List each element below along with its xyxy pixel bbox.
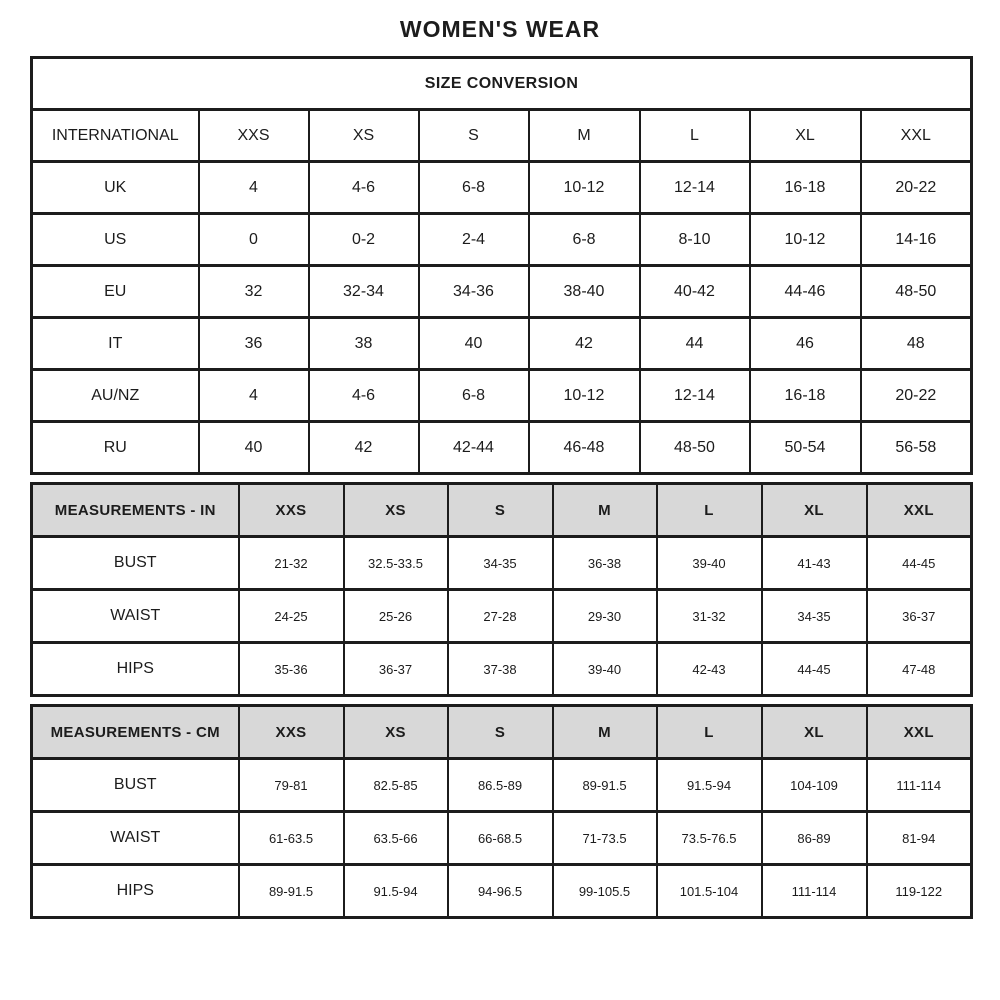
- value-cell: 36-38: [553, 537, 657, 590]
- value-cell: 4-6: [309, 162, 419, 214]
- value-cell: 79-81: [239, 759, 344, 812]
- value-cell: 0-2: [309, 214, 419, 266]
- table-row: [32, 162, 972, 214]
- row-header-cell: AU/NZ: [32, 370, 199, 422]
- value-cell: 37-38: [448, 643, 553, 696]
- value-cell: 12-14: [640, 162, 750, 214]
- table-row: [32, 266, 972, 318]
- column-header-cell: M: [553, 706, 657, 759]
- value-cell: 25-26: [344, 590, 448, 643]
- value-cell: 44-45: [762, 643, 867, 696]
- value-cell: 42-43: [657, 643, 762, 696]
- column-header-cell: L: [657, 706, 762, 759]
- table-row: [32, 318, 972, 370]
- value-cell: 21-32: [239, 537, 344, 590]
- column-header-row: [32, 706, 972, 759]
- column-header-cell: MEASUREMENTS - IN: [32, 484, 239, 537]
- table-row: [32, 537, 972, 590]
- column-header-row: [32, 110, 972, 162]
- value-cell: 48: [861, 318, 972, 370]
- column-header-cell: MEASUREMENTS - CM: [32, 706, 239, 759]
- value-cell: 6-8: [529, 214, 640, 266]
- value-cell: 42-44: [419, 422, 529, 474]
- value-cell: 48-50: [861, 266, 972, 318]
- column-header-row: [32, 484, 972, 537]
- row-header-cell: EU: [32, 266, 199, 318]
- row-header-cell: HIPS: [32, 865, 239, 918]
- table-row: [32, 214, 972, 266]
- size-conversion-table: [30, 56, 973, 475]
- value-cell: 35-36: [239, 643, 344, 696]
- value-cell: 2-4: [419, 214, 529, 266]
- value-cell: 34-36: [419, 266, 529, 318]
- column-header-cell: M: [553, 484, 657, 537]
- value-cell: 40: [419, 318, 529, 370]
- column-header-cell: L: [640, 110, 750, 162]
- row-header-cell: UK: [32, 162, 199, 214]
- value-cell: 73.5-76.5: [657, 812, 762, 865]
- value-cell: 24-25: [239, 590, 344, 643]
- value-cell: 38: [309, 318, 419, 370]
- table-row: [32, 643, 972, 696]
- value-cell: 89-91.5: [239, 865, 344, 918]
- value-cell: 86.5-89: [448, 759, 553, 812]
- value-cell: 39-40: [553, 643, 657, 696]
- column-header-cell: XL: [762, 484, 867, 537]
- value-cell: 4-6: [309, 370, 419, 422]
- table-row: [32, 759, 972, 812]
- value-cell: 61-63.5: [239, 812, 344, 865]
- value-cell: 32: [199, 266, 309, 318]
- value-cell: 44: [640, 318, 750, 370]
- value-cell: 38-40: [529, 266, 640, 318]
- value-cell: 6-8: [419, 370, 529, 422]
- table-row: [32, 865, 972, 918]
- value-cell: 16-18: [750, 370, 861, 422]
- value-cell: 10-12: [529, 370, 640, 422]
- value-cell: 32.5-33.5: [344, 537, 448, 590]
- value-cell: 10-12: [529, 162, 640, 214]
- value-cell: 31-32: [657, 590, 762, 643]
- column-header-cell: L: [657, 484, 762, 537]
- value-cell: 94-96.5: [448, 865, 553, 918]
- value-cell: 41-43: [762, 537, 867, 590]
- value-cell: 4: [199, 162, 309, 214]
- column-header-cell: XXL: [867, 706, 972, 759]
- table-title-cell: SIZE CONVERSION: [32, 58, 972, 110]
- value-cell: 39-40: [657, 537, 762, 590]
- value-cell: 82.5-85: [344, 759, 448, 812]
- row-header-cell: IT: [32, 318, 199, 370]
- column-header-cell: XXL: [861, 110, 972, 162]
- table-row: [32, 422, 972, 474]
- table-row: [32, 370, 972, 422]
- value-cell: 4: [199, 370, 309, 422]
- column-header-cell: S: [448, 484, 553, 537]
- value-cell: 10-12: [750, 214, 861, 266]
- column-header-cell: M: [529, 110, 640, 162]
- value-cell: 47-48: [867, 643, 972, 696]
- value-cell: 36: [199, 318, 309, 370]
- page-title: WOMEN'S WEAR: [399, 16, 601, 42]
- value-cell: 16-18: [750, 162, 861, 214]
- value-cell: 8-10: [640, 214, 750, 266]
- value-cell: 36-37: [344, 643, 448, 696]
- value-cell: 40: [199, 422, 309, 474]
- value-cell: 42: [529, 318, 640, 370]
- column-header-cell: XXL: [867, 484, 972, 537]
- column-header-cell: XXS: [199, 110, 309, 162]
- value-cell: 119-122: [867, 865, 972, 918]
- value-cell: 89-91.5: [553, 759, 657, 812]
- column-header-cell: XL: [762, 706, 867, 759]
- column-header-cell: XS: [344, 484, 448, 537]
- table-title-row: [32, 58, 972, 110]
- column-header-cell: XL: [750, 110, 861, 162]
- measurements-in-table: [30, 482, 973, 697]
- value-cell: 42: [309, 422, 419, 474]
- row-header-cell: WAIST: [32, 590, 239, 643]
- value-cell: 34-35: [448, 537, 553, 590]
- row-header-cell: BUST: [32, 537, 239, 590]
- value-cell: 71-73.5: [553, 812, 657, 865]
- value-cell: 46-48: [529, 422, 640, 474]
- row-header-cell: RU: [32, 422, 199, 474]
- value-cell: 46: [750, 318, 861, 370]
- value-cell: 104-109: [762, 759, 867, 812]
- value-cell: 14-16: [861, 214, 972, 266]
- value-cell: 36-37: [867, 590, 972, 643]
- value-cell: 111-114: [867, 759, 972, 812]
- value-cell: 63.5-66: [344, 812, 448, 865]
- value-cell: 40-42: [640, 266, 750, 318]
- column-header-cell: INTERNATIONAL: [32, 110, 199, 162]
- value-cell: 12-14: [640, 370, 750, 422]
- column-header-cell: XXS: [239, 706, 344, 759]
- row-header-cell: WAIST: [32, 812, 239, 865]
- value-cell: 44-46: [750, 266, 861, 318]
- value-cell: 56-58: [861, 422, 972, 474]
- value-cell: 44-45: [867, 537, 972, 590]
- value-cell: 29-30: [553, 590, 657, 643]
- column-header-cell: S: [419, 110, 529, 162]
- row-header-cell: US: [32, 214, 199, 266]
- value-cell: 6-8: [419, 162, 529, 214]
- value-cell: 48-50: [640, 422, 750, 474]
- value-cell: 0: [199, 214, 309, 266]
- value-cell: 66-68.5: [448, 812, 553, 865]
- value-cell: 101.5-104: [657, 865, 762, 918]
- column-header-cell: XS: [309, 110, 419, 162]
- table-row: [32, 590, 972, 643]
- value-cell: 81-94: [867, 812, 972, 865]
- value-cell: 34-35: [762, 590, 867, 643]
- value-cell: 20-22: [861, 370, 972, 422]
- value-cell: 27-28: [448, 590, 553, 643]
- measurements-cm-table: [30, 704, 973, 919]
- value-cell: 91.5-94: [344, 865, 448, 918]
- column-header-cell: S: [448, 706, 553, 759]
- table-row: [32, 812, 972, 865]
- value-cell: 91.5-94: [657, 759, 762, 812]
- value-cell: 86-89: [762, 812, 867, 865]
- value-cell: 111-114: [762, 865, 867, 918]
- column-header-cell: XXS: [239, 484, 344, 537]
- value-cell: 50-54: [750, 422, 861, 474]
- row-header-cell: HIPS: [32, 643, 239, 696]
- value-cell: 99-105.5: [553, 865, 657, 918]
- value-cell: 32-34: [309, 266, 419, 318]
- value-cell: 20-22: [861, 162, 972, 214]
- row-header-cell: BUST: [32, 759, 239, 812]
- column-header-cell: XS: [344, 706, 448, 759]
